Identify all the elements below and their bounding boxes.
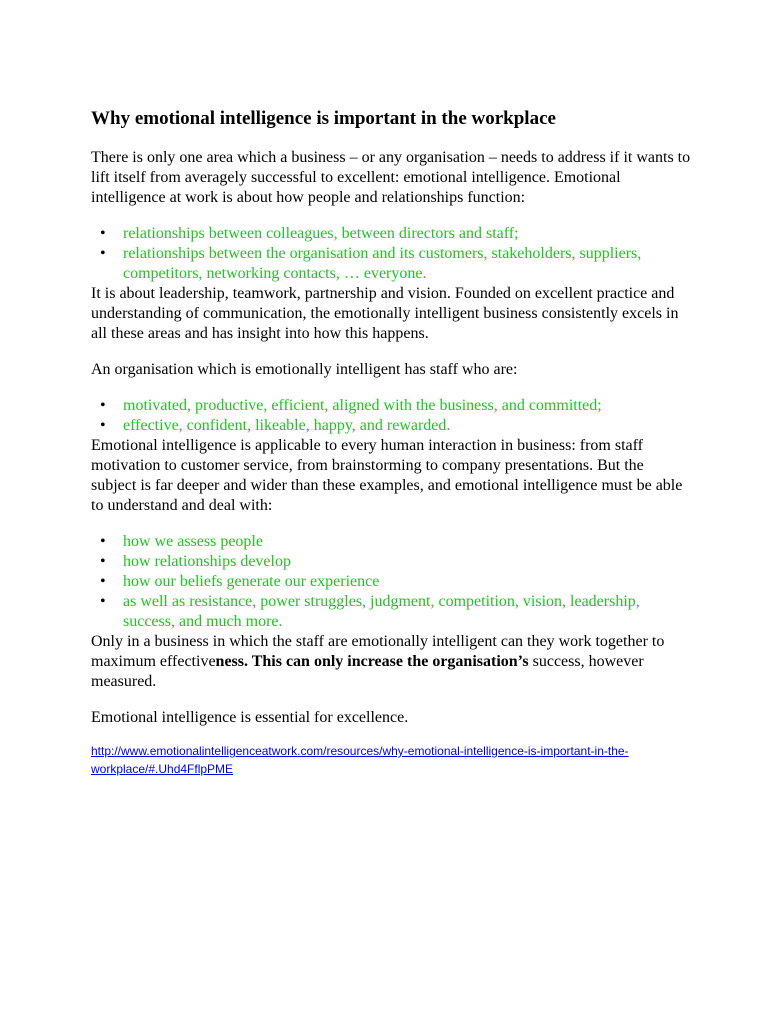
list-staff-qualities (91, 396, 691, 436)
paragraph-essential: Emotional intelligence is essential for excellence. (91, 709, 409, 726)
list-item-text: effective, confident, likeable, happy, and rewarded. (123, 417, 451, 434)
conclusion-text-start: Only in a business in which the staff are emotionally intelligent can they work together to maximum effective (91, 633, 665, 670)
list-item-text: how relationships develop (123, 553, 291, 570)
document-body (91, 107, 691, 778)
list-deal-with (91, 532, 691, 632)
bullet-icon: • (100, 245, 106, 262)
list-item (91, 416, 691, 436)
conclusion-text-end: success, however measured. (91, 653, 644, 690)
source-link[interactable]: http://www.emotionalintelligenceatwork.com/resources/why-emotional-intelligence-is-important-in-the-workplace/#.Uhd4FflpPME (91, 744, 629, 776)
list-item (91, 532, 691, 552)
conclusion-text-bold: ness. This can only increase the organisation’s (215, 653, 529, 670)
bullet-icon: • (100, 553, 106, 570)
list-relationships (91, 224, 691, 284)
list-item (91, 244, 691, 284)
paragraph-conclusion (91, 632, 691, 692)
list-item (91, 572, 691, 592)
bullet-icon: • (100, 533, 106, 550)
list-item (91, 396, 691, 416)
bullet-icon: • (100, 593, 106, 610)
paragraph-leadership: It is about leadership, teamwork, partnership and vision. Founded on excellent practice and understanding of communication, the emotionally intelligent business consistently excels in all these areas and has insight into how this happens. (91, 285, 679, 342)
bullet-icon: • (100, 397, 106, 414)
list-item-text: relationships between colleagues, between directors and staff; (123, 225, 519, 242)
list-item (91, 552, 691, 572)
list-item-text: how our beliefs generate our experience (123, 573, 380, 590)
list-item (91, 592, 691, 632)
list-item (91, 224, 691, 244)
bullet-icon: • (100, 225, 106, 242)
bullet-icon: • (100, 417, 106, 434)
paragraph-applicability: Emotional intelligence is applicable to every human interaction in business: from staff motivation to customer service, from brainstorming to company presentations. But the subject is far deeper and wider than these examples, and emotional intelligence must be able to understand and deal with: (91, 437, 683, 514)
list-item-text: how we assess people (123, 533, 263, 550)
paragraph-intro: There is only one area which a business – or any organisation – needs to address if it wants to lift itself from averagely successful to excellent: emotional intelligence. Emotional intelligence at work is about how people and relationships function: (91, 149, 691, 206)
page-title: Why emotional intelligence is important in the workplace (91, 108, 556, 129)
list-item-text: as well as resistance, power struggles, judgment, competition, vision, leadership, success, and much more. (123, 593, 640, 630)
list-item-text: motivated, productive, efficient, aligned with the business, and committed; (123, 397, 602, 414)
list-item-text: relationships between the organisation and its customers, stakeholders, suppliers, competitors, networking contacts, … everyone. (123, 245, 642, 282)
bullet-icon: • (100, 573, 106, 590)
paragraph-staff-intro: An organisation which is emotionally intelligent has staff who are: (91, 361, 518, 378)
